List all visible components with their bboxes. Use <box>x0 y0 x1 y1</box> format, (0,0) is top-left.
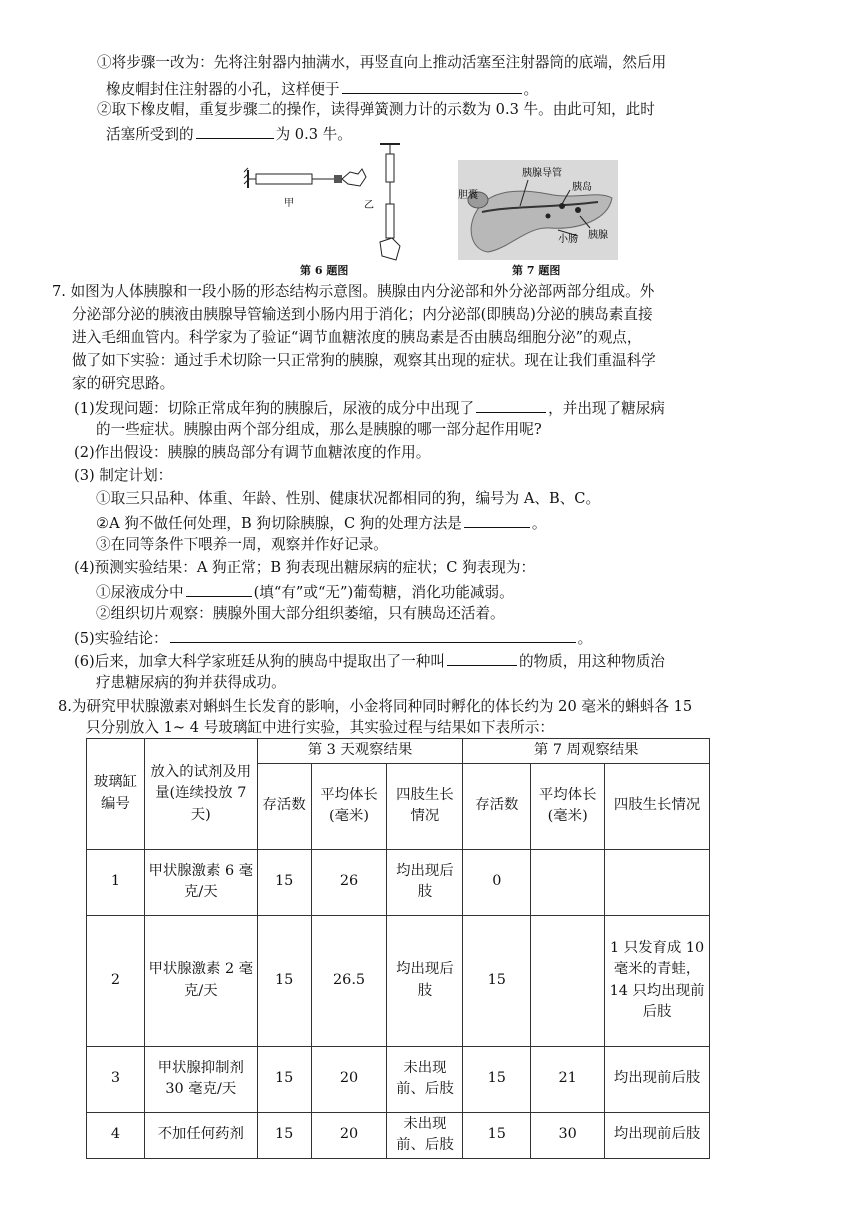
fig6-label-yi: 乙 <box>364 200 374 211</box>
header-week7: 第 7 周观察结果 <box>463 739 710 764</box>
cell-reagent: 不加任何药剂 <box>144 1112 257 1158</box>
q7-intro-line3: 进入毛细血管内。科学家为了验证“调节血糖浓度的胰岛素是否由胰岛细胞分泌”的观点， <box>72 329 642 346</box>
answer-blank[interactable] <box>476 396 546 413</box>
fig7-label-pancreas: 胰腺 <box>588 230 608 241</box>
q7-intro-line2: 分泌部分泌的胰液由胰腺导管输送到小肠内用于消化；内分泌部(即胰岛)分泌的胰岛素直接 <box>72 306 653 323</box>
cell-w7-survive: 15 <box>463 915 531 1046</box>
cell-d3-survive: 15 <box>257 1046 311 1112</box>
cell-reagent: 甲状腺激素 2 毫克/天 <box>144 915 257 1046</box>
table-row <box>87 1112 710 1158</box>
cell-id: 3 <box>87 1046 145 1112</box>
q7-part3-step3: ③在同等条件下喂养一周，观察并作好记录。 <box>96 536 388 553</box>
q6-step1-line2: 橡皮帽封住注射器的小孔，这样便于 。 <box>106 77 538 102</box>
cell-d3-length: 20 <box>311 1046 387 1112</box>
cell-d3-length: 26.5 <box>311 915 387 1046</box>
cell-id: 2 <box>87 915 145 1046</box>
q7-part6-line2: 疗患糖尿病的狗并获得成功。 <box>96 674 286 691</box>
q7-part6-line1: (6)后来，加拿大科学家班廷从狗的胰岛中提取出了一种叫 的物质，用这种物质治 <box>74 649 665 674</box>
q7-part4-item2: ②组织切片观察：胰腺外围大部分组织萎缩，只有胰岛还活着。 <box>96 605 505 622</box>
q7-intro-line1: 7. 如图为人体胰腺和一段小肠的形态结构示意图。胰腺由内分泌部和外分泌部两部分组成。外 <box>52 283 655 300</box>
cell-d3-survive: 15 <box>257 849 311 915</box>
cell-w7-survive: 15 <box>463 1112 531 1158</box>
header-d3-survive: 存活数 <box>257 763 311 849</box>
header-day3: 第 3 天观察结果 <box>257 739 463 764</box>
fig6-label-jia: 甲 <box>284 198 294 209</box>
answer-blank[interactable] <box>464 511 530 528</box>
cell-d3-survive: 15 <box>257 1112 311 1158</box>
cell-w7-length <box>531 849 605 915</box>
cell-d3-length: 20 <box>311 1112 387 1158</box>
cell-reagent: 甲状腺激素 6 毫克/天 <box>144 849 257 915</box>
table-row <box>87 915 710 1046</box>
figure-6-syringe-diagram <box>240 142 420 262</box>
cell-w7-limbs <box>605 849 710 915</box>
header-tank: 玻璃缸编号 <box>87 739 145 850</box>
answer-blank[interactable] <box>342 77 522 94</box>
q6-step1-line1: ①将步骤一改为：先将注射器内抽满水，再竖直向上推动活塞至注射器筒的底端，然后用 <box>97 54 667 71</box>
q7-part2: (2)作出假设：胰腺的胰岛部分有调节血糖浓度的作用。 <box>74 444 431 461</box>
answer-blank[interactable] <box>447 649 517 666</box>
q7-part1-line1: (1)发现问题：切除正常成年狗的胰腺后，尿液的成分中出现了 ，并出现了糖尿病 <box>74 396 665 421</box>
cell-w7-survive: 15 <box>463 1046 531 1112</box>
q7-part1-line2: 的一些症状。胰腺由两个部分组成，那么是胰腺的哪一部分起作用呢? <box>96 421 542 438</box>
cell-id: 1 <box>87 849 145 915</box>
header-reagent: 放入的试剂及用量(连续投放 7 天) <box>144 739 257 850</box>
q7-part4-item1: ①尿液成分中 (填“有”或“无”)葡萄糖，消化功能减弱。 <box>96 580 514 605</box>
q7-part3: (3) 制定计划： <box>74 467 173 484</box>
answer-blank[interactable] <box>196 122 274 139</box>
header-d3-length: 平均体长(毫米) <box>311 763 387 849</box>
q6-step2-line1: ②取下橡皮帽，重复步骤二的操作，读得弹簧测力计的示数为 0.3 牛。由此可知，此时 <box>97 101 655 118</box>
table-row <box>87 849 710 915</box>
q7-part3-step1: ①取三只品种、体重、年龄、性别、健康状况都相同的狗，编号为 A、B、C。 <box>96 490 601 507</box>
fig7-label-gallbladder: 胆囊 <box>458 190 478 201</box>
cell-id: 4 <box>87 1112 145 1158</box>
header-w7-limbs: 四肢生长情况 <box>605 763 710 849</box>
header-w7-survive: 存活数 <box>463 763 531 849</box>
tadpole-results-table <box>86 738 710 1159</box>
cell-reagent: 甲状腺抑制剂 30 毫克/天 <box>144 1046 257 1112</box>
q7-intro-line5: 家的研究思路。 <box>72 375 175 392</box>
cell-d3-limbs: 未出现前、后肢 <box>387 1112 463 1158</box>
cell-w7-length: 21 <box>531 1046 605 1112</box>
cell-w7-length: 30 <box>531 1112 605 1158</box>
figure-6-caption: 第 6 题图 <box>300 264 349 277</box>
q8-intro-line1: 8.为研究甲状腺激素对蝌蚪生长发育的影响，小金将同种同时孵化的体长约为 20 毫米的蝌蚪各 15 <box>58 698 693 715</box>
cell-d3-limbs: 均出现后肢 <box>387 849 463 915</box>
q8-intro-line2: 只分别放入 1~ 4 号玻璃缸中进行实验，其实验过程与结果如下表所示： <box>86 719 554 736</box>
fig7-label-intestine: 小肠 <box>558 234 578 245</box>
cell-d3-length: 26 <box>311 849 387 915</box>
header-w7-length: 平均体长(毫米) <box>531 763 605 849</box>
answer-blank[interactable] <box>170 626 576 643</box>
table-row <box>87 1046 710 1112</box>
cell-w7-limbs: 均出现前后肢 <box>605 1112 710 1158</box>
q6-step2-line2: 活塞所受到的 为 0.3 牛。 <box>106 122 352 147</box>
cell-w7-survive: 0 <box>463 849 531 915</box>
cell-d3-survive: 15 <box>257 915 311 1046</box>
q7-intro-line4: 做了如下实验：通过手术切除一只正常狗的胰腺，观察其出现的症状。现在让我们重温科学 <box>72 352 656 369</box>
figure-7-caption: 第 7 题图 <box>512 264 561 277</box>
cell-w7-limbs: 1 只发育成 10 毫米的青蛙，14 只均出现前后肢 <box>605 915 710 1046</box>
fig7-label-islet: 胰岛 <box>572 182 592 193</box>
q7-part5: (5)实验结论： 。 <box>74 626 592 651</box>
cell-d3-limbs: 均出现后肢 <box>387 915 463 1046</box>
fig7-label-duct: 胰腺导管 <box>522 168 562 179</box>
cell-d3-limbs: 未出现前、后肢 <box>387 1046 463 1112</box>
cell-w7-limbs: 均出现前后肢 <box>605 1046 710 1112</box>
q7-part3-step2: ②A 狗不做任何处理，B 狗切除胰腺，C 狗的处理方法是 。 <box>96 511 547 536</box>
answer-blank[interactable] <box>186 580 252 597</box>
figure-7-pancreas-diagram <box>458 160 618 260</box>
cell-w7-length <box>531 915 605 1046</box>
q7-part4: (4)预测实验结果：A 狗正常；B 狗表现出糖尿病的症状；C 狗表现为： <box>74 559 536 576</box>
header-d3-limbs: 四肢生长情况 <box>387 763 463 849</box>
